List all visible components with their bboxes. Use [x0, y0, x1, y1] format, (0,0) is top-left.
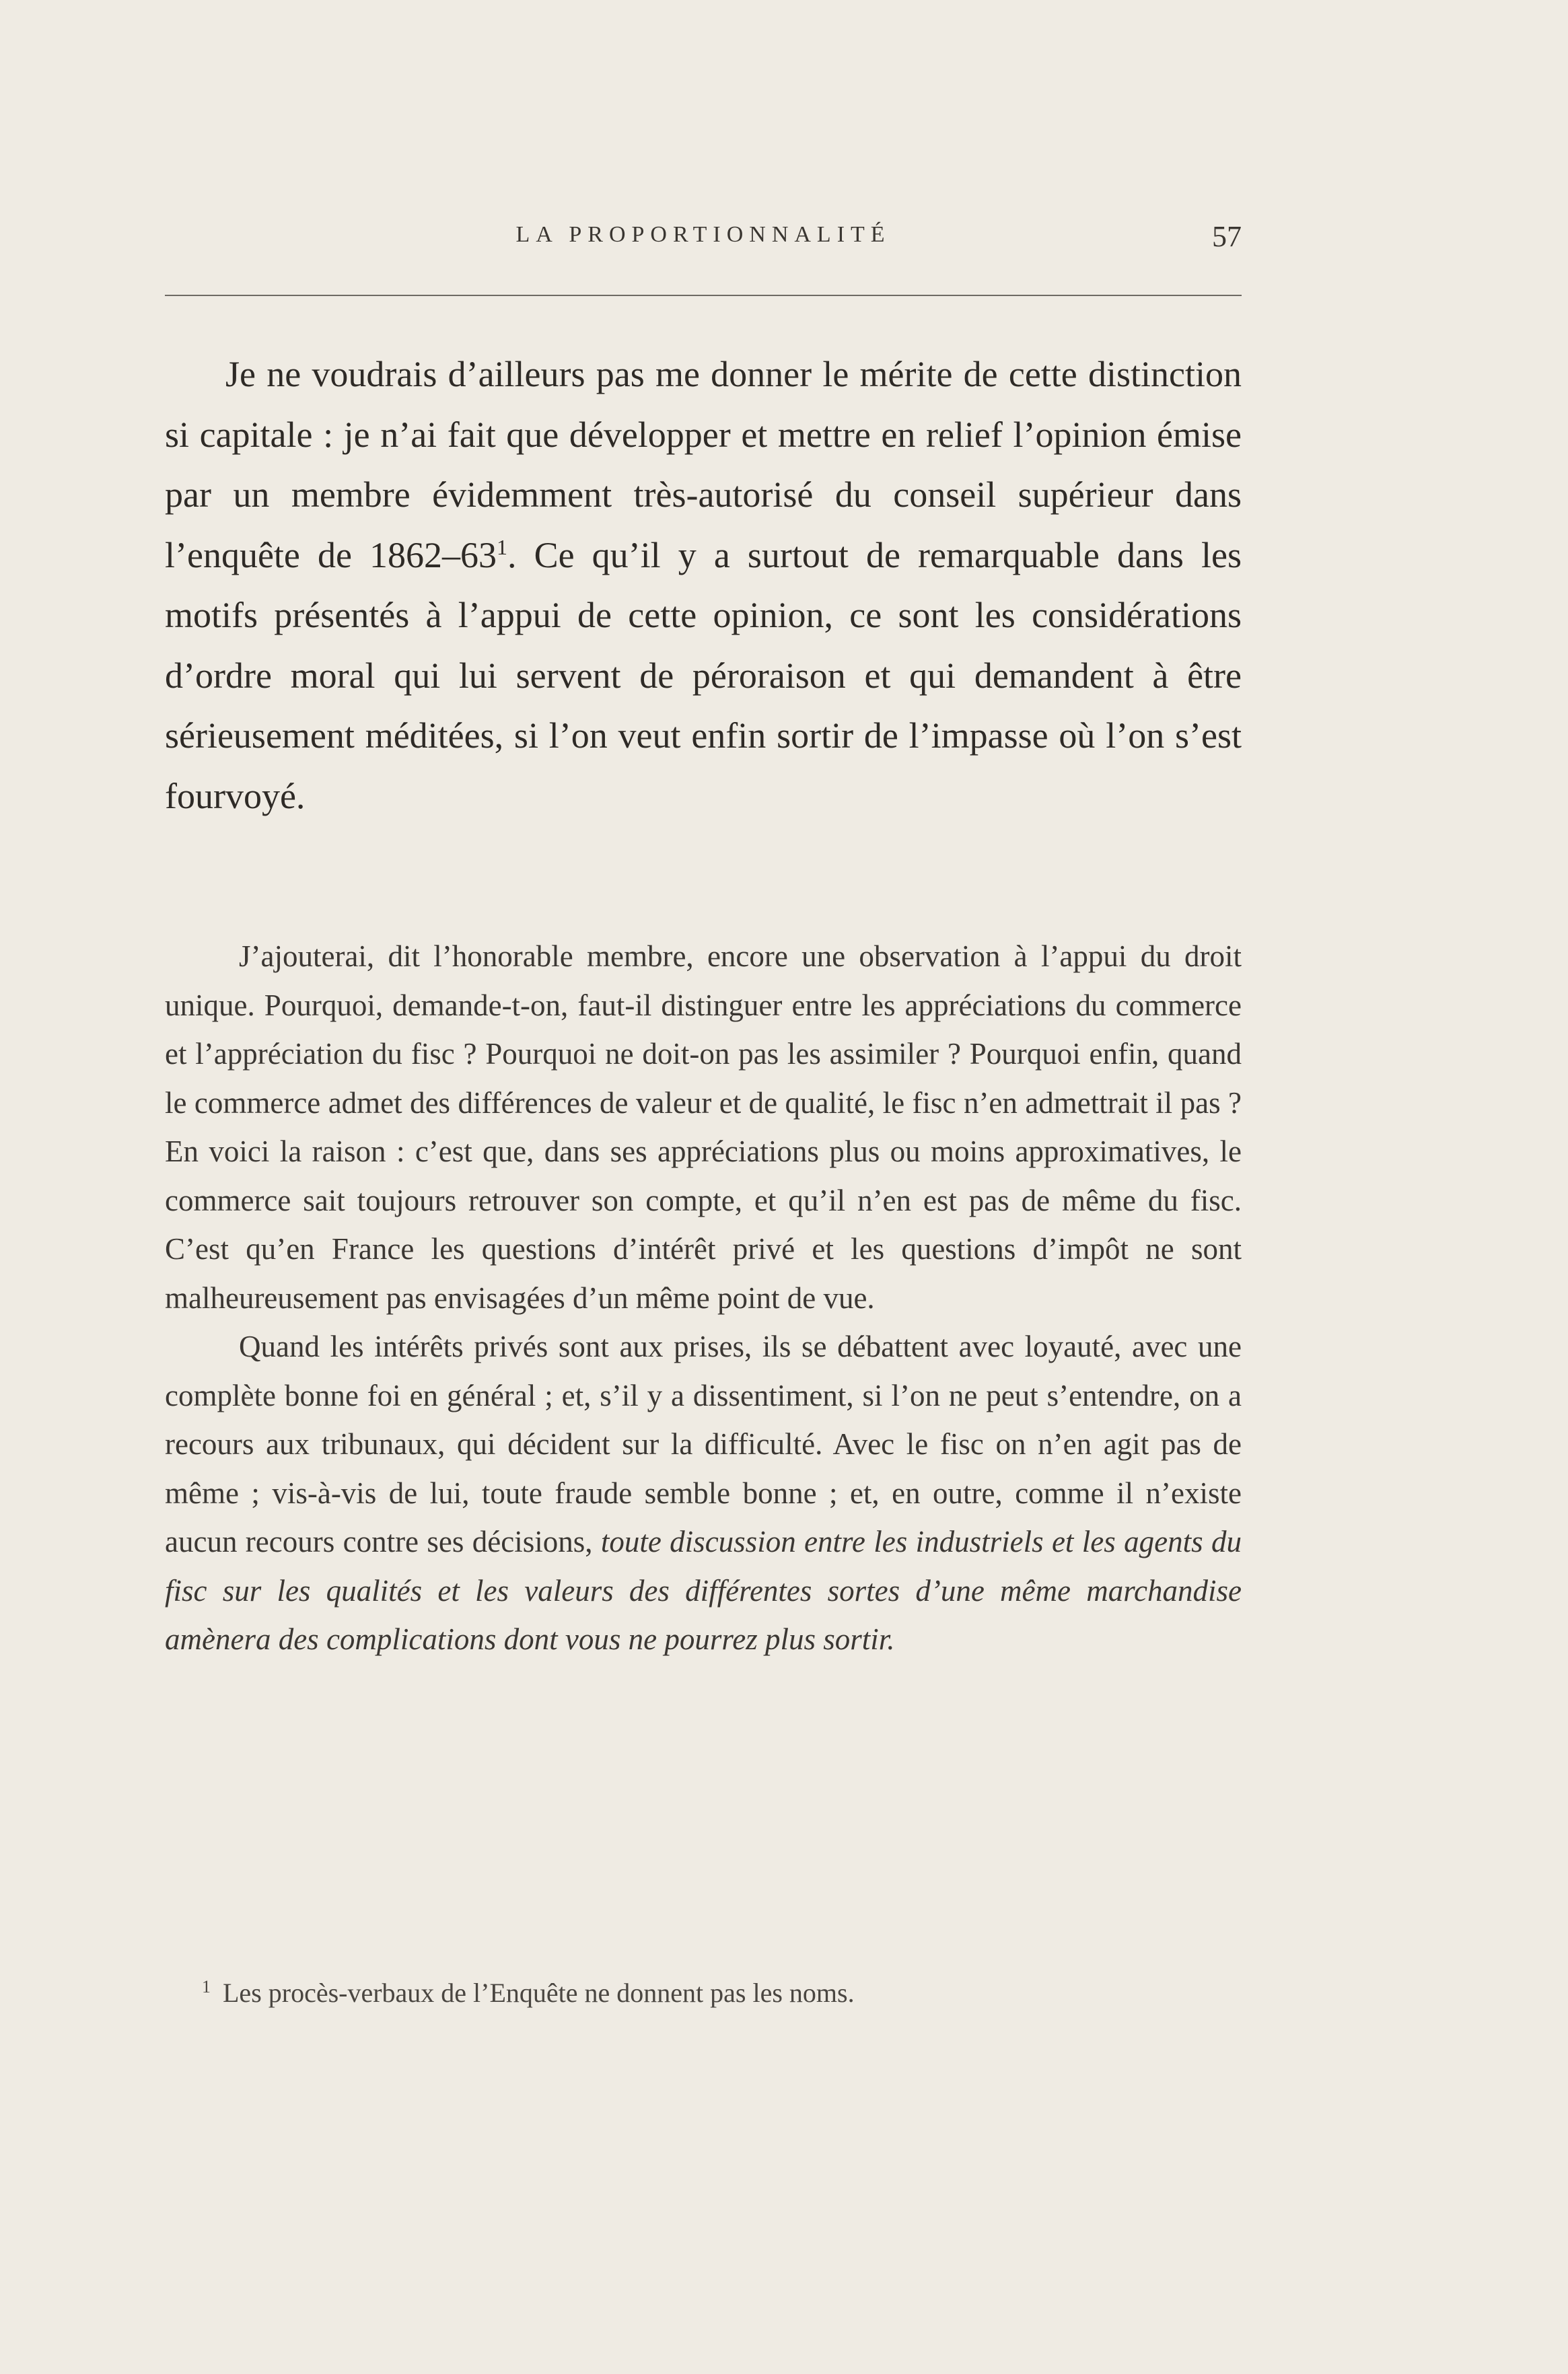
main-text-after-note: . Ce qu’il y a surtout de remarquable dans les motifs présentés à l’appui de cette opinion, ce sont les considérations d’ordre moral qui lui servent de péroraison et qui demandent à être sérieusement méditées, si l’on veut enfin sortir de l’impasse où l’on s’est fourvoyé. — [165, 534, 1242, 816]
quote-paragraph-2-italic: toute discussion entre les industriels et les agents du fisc sur les qualités et les valeurs des différentes sortes d’une même marchandise amènera des complications dont vous ne pourrez plus sortir. — [165, 1525, 1242, 1656]
header-rule — [165, 295, 1242, 296]
footnote — [202, 1973, 1211, 2013]
quote-paragraph-2-plain: Quand les intérêts privés sont aux prises, ils se débattent avec loyauté, avec une complète bonne foi en général ; et, s’il y a dissentiment, si l’on ne peut s’entendre, on a recours aux tribunaux, qui décident sur la difficulté. Avec le fisc on n’en agit pas de même ; vis-à-vis de lui, toute fraude semble bonne ; et, en outre, comme il n’existe aucun recours contre ses décisions, — [165, 1330, 1242, 1558]
running-title: LA PROPORTIONNALITÉ — [515, 222, 891, 247]
quote-paragraph-1: J’ajouterai, dit l’honorable membre, encore une observation à l’appui du droit unique. Pourquoi, demande-t-on, faut-il distinguer entre les appréciations du commerce et l’appréciation du fisc ? Pourquoi ne doit-on pas les assimiler ? Pourquoi enfin, quand le commerce admet des différences de valeur et de qualité, le fisc n’en admettrait il pas ? En voici la raison : c’est que, dans ses appréciations plus ou moins approximatives, le commerce sait toujours retrouver son compte, et qu’il n’en est pas de même du fisc. C’est qu’en France les questions d’intérêt privé et les questions d’impôt ne sont malheureusement pas envisagées d’un même point de vue. — [165, 939, 1242, 1315]
running-head — [165, 222, 1242, 262]
main-paragraph — [165, 345, 1242, 826]
quote-paragraph-2 — [165, 1322, 1242, 1664]
main-text-before-note: Je ne voudrais d’ailleurs pas me donner le mérite de cette distinction si capitale : je n’ai fait que développer et mettre en relief l’opinion émise par un membre évidemment très-autorisé du conseil supérieur dans l’enquête de 1862–63 — [165, 354, 1242, 575]
main-paragraph-text — [165, 345, 1242, 826]
page-number: 57 — [1212, 220, 1242, 253]
footnote-text: Les procès-verbaux de l’Enquête ne donnent pas les noms. — [223, 1978, 855, 2008]
footnote-reference: 1 — [497, 534, 508, 559]
quoted-passage — [165, 932, 1242, 1664]
footnote-mark: 1 — [202, 1976, 211, 1997]
